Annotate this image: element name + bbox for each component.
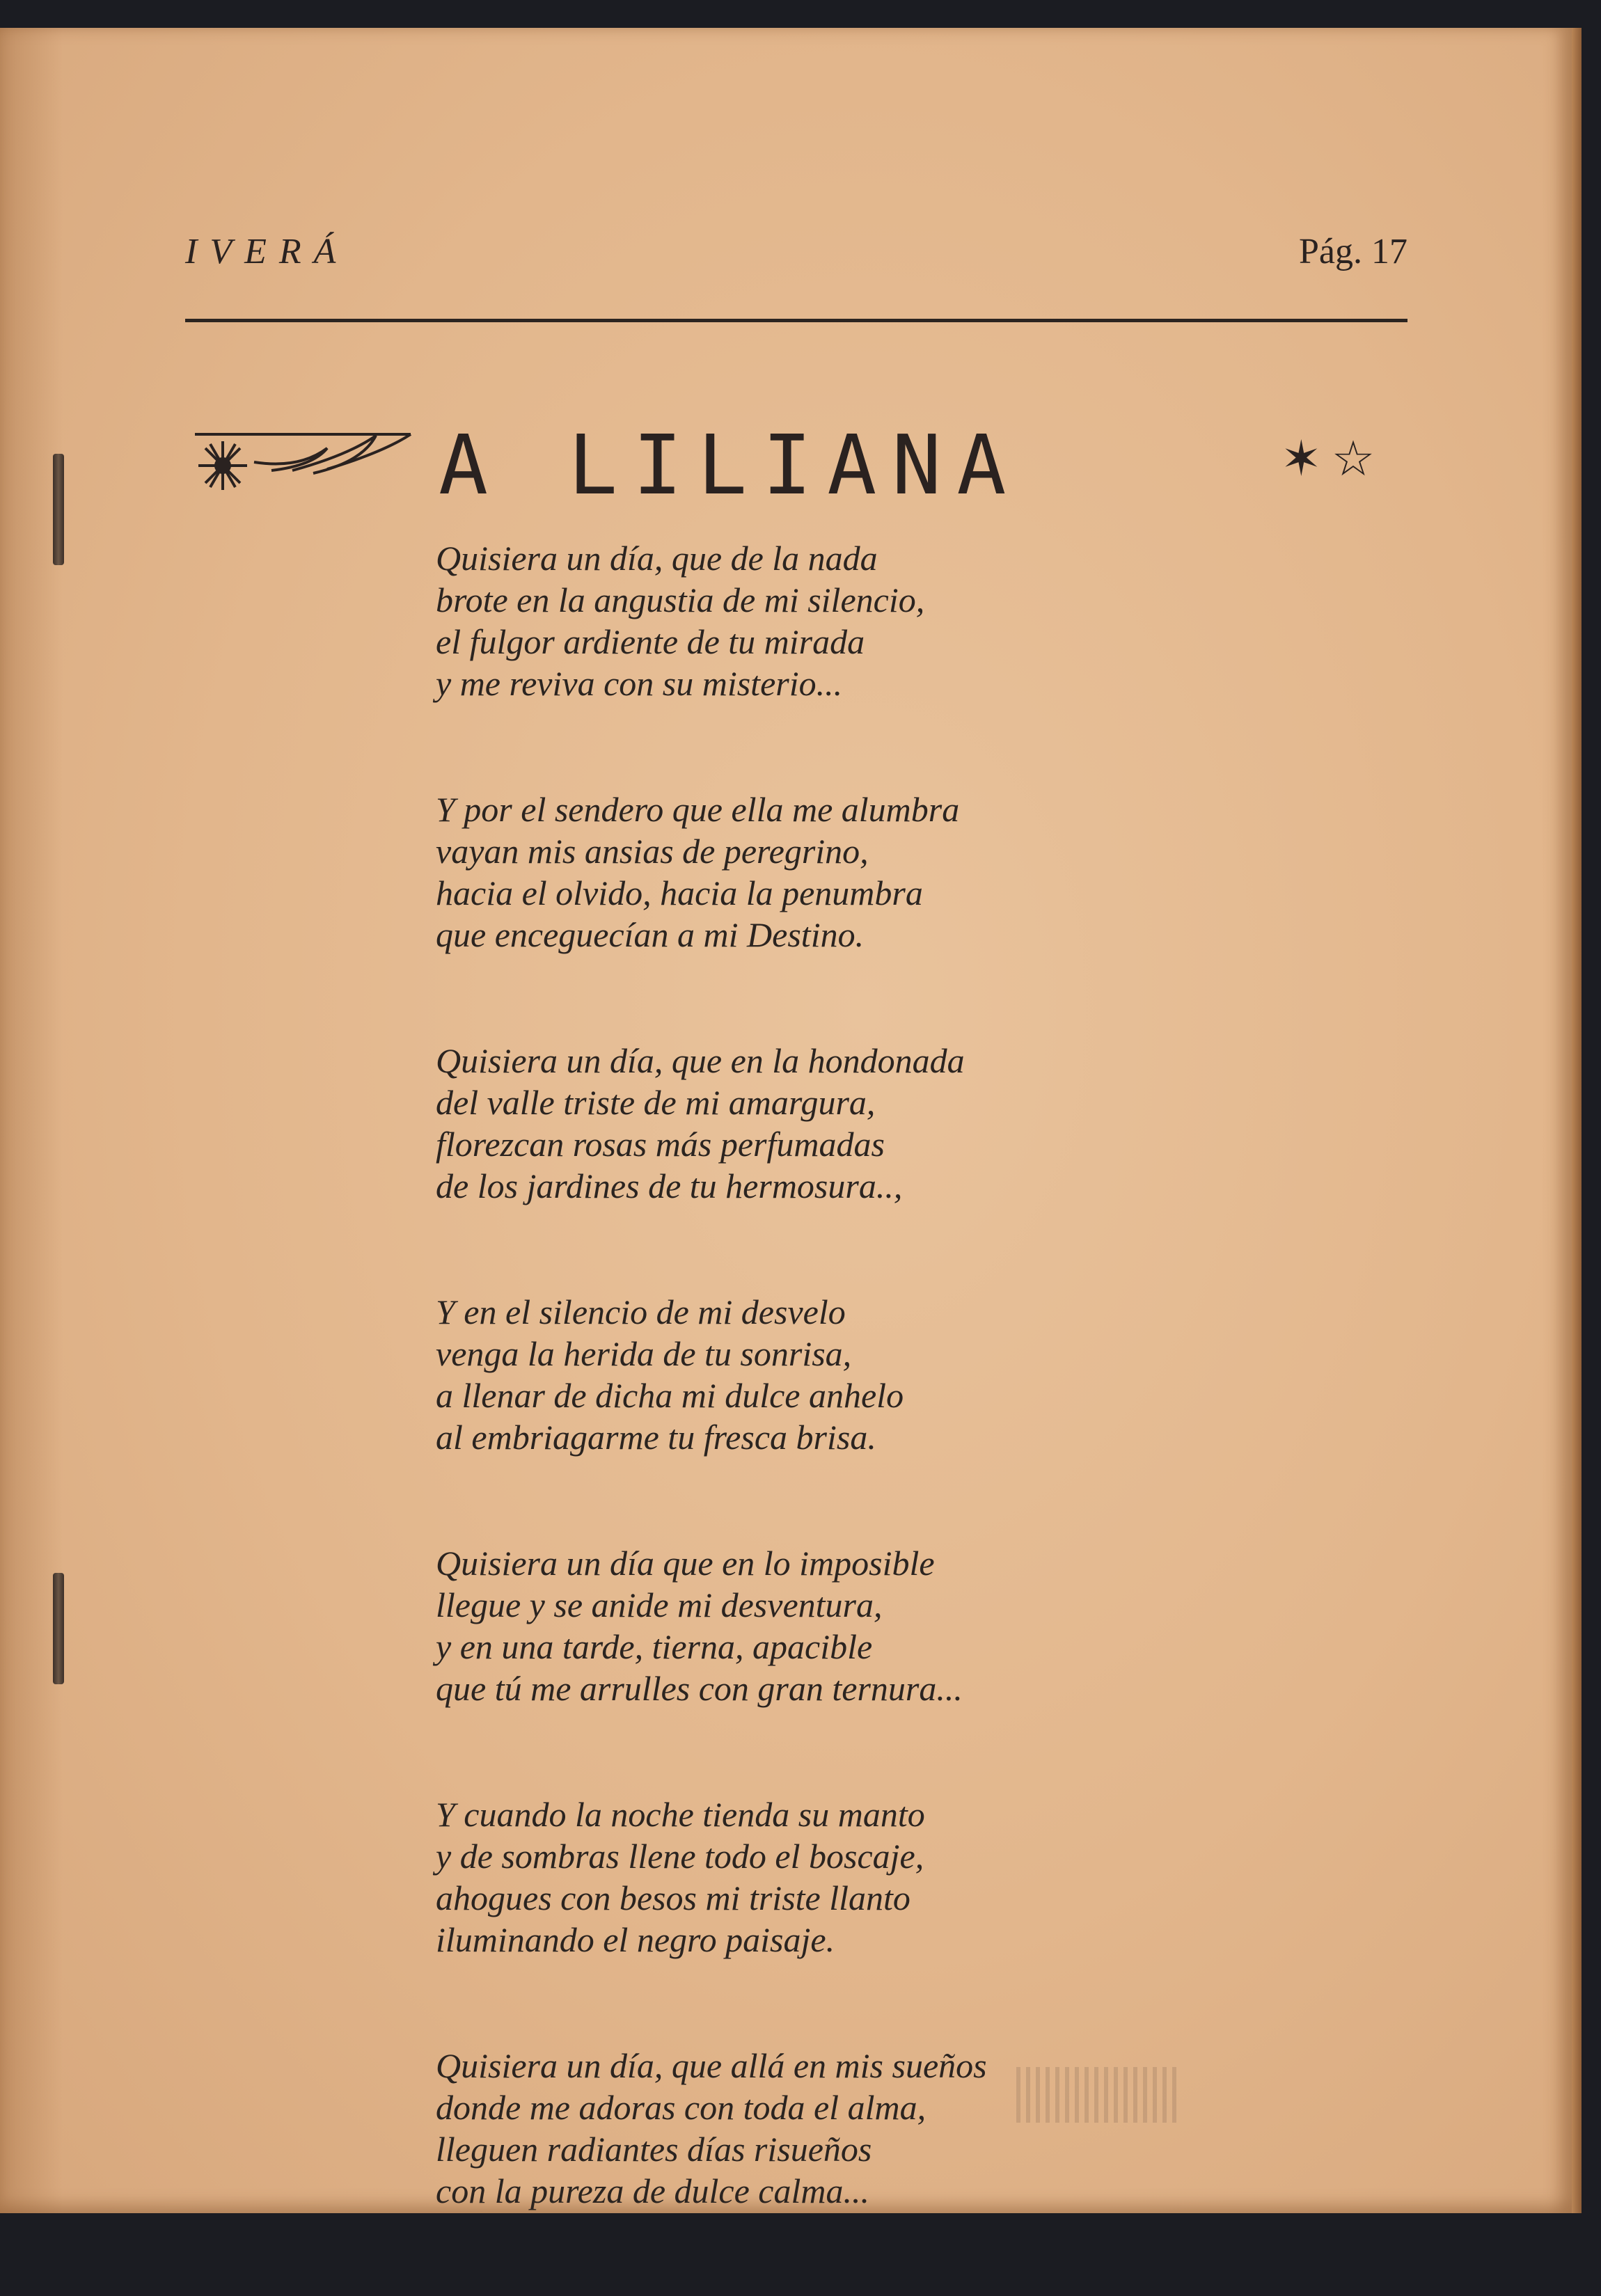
stanza xyxy=(436,2045,1410,2212)
verse-line: Quisiera un día que en lo imposible xyxy=(436,1544,935,1583)
page-number: Pág. 17 xyxy=(1299,232,1407,271)
stanza xyxy=(436,789,1410,956)
floral-flourish-icon xyxy=(188,427,418,507)
book-page xyxy=(0,28,1572,2213)
stanza xyxy=(436,1291,1410,1458)
verse-line: ahogues con besos mi triste llanto xyxy=(436,1878,910,1917)
stanza xyxy=(436,1542,1410,1709)
verse-line: florezcan rosas más perfumadas xyxy=(436,1125,885,1164)
stanza xyxy=(436,1794,1410,1961)
page-edge xyxy=(1572,28,1582,2213)
verse-line: Quisiera un día, que de la nada xyxy=(436,539,878,578)
verse-line: que enceguecían a mi Destino. xyxy=(436,915,865,954)
verse-line: con la pureza de dulce calma... xyxy=(436,2171,869,2210)
verse-line: que tú me arrulles con gran ternura... xyxy=(436,1669,963,1708)
poem-body xyxy=(436,537,1410,2296)
verse-line: Y por el sendero que ella me alumbra xyxy=(436,790,960,829)
poem-title-row xyxy=(188,409,1413,521)
verse-line: lleguen radiantes días risueños xyxy=(436,2130,872,2169)
verse-line: Quisiera un día, que allá en mis sueños xyxy=(436,2046,987,2085)
verse-line: llegue y se anide mi desventura, xyxy=(436,1585,883,1624)
verse-line: a llenar de dicha mi dulce anhelo xyxy=(436,1376,904,1415)
header-rule xyxy=(185,319,1407,322)
verse-line: donde me adoras con toda el alma, xyxy=(436,2088,926,2127)
verse-line: al embriagarme tu fresca brisa. xyxy=(436,1418,876,1457)
staple-top xyxy=(53,454,64,565)
star-icon: ✶☆ xyxy=(1281,430,1385,487)
verse-line: y me reviva con su misterio... xyxy=(436,664,843,703)
verse-line: iluminando el negro paisaje. xyxy=(436,1920,835,1959)
staple-bottom xyxy=(53,1573,64,1684)
verse-line: Y en el silencio de mi desvelo xyxy=(436,1292,846,1331)
stanza xyxy=(436,1040,1410,1207)
faint-stamp-mark xyxy=(1016,2067,1176,2123)
verse-line: Quisiera un día, que en la hondonada xyxy=(436,1041,965,1080)
verse-line: hacia el olvido, hacia la penumbra xyxy=(436,873,923,912)
verse-line: Y cuando la noche tienda su manto xyxy=(436,1795,925,1834)
verse-line: de los jardines de tu hermosura.., xyxy=(436,1166,903,1205)
stanza xyxy=(436,537,1410,704)
verse-line: brote en la angustia de mi silencio, xyxy=(436,580,925,619)
verse-line: vayan mis ansias de peregrino, xyxy=(436,832,869,871)
verse-line: y de sombras llene todo el boscaje, xyxy=(436,1837,924,1876)
running-title: IVERÁ xyxy=(185,232,349,271)
gutter-shade xyxy=(0,28,63,2213)
verse-line: del valle triste de mi amargura, xyxy=(436,1083,876,1122)
verse-line: el fulgor ardiente de tu mirada xyxy=(436,622,865,661)
verse-line: venga la herida de tu sonrisa, xyxy=(436,1334,852,1373)
page-header xyxy=(185,231,1407,287)
poem-title: A LILIANA xyxy=(439,417,1022,513)
verse-line: y en una tarde, tierna, apacible xyxy=(436,1627,873,1666)
